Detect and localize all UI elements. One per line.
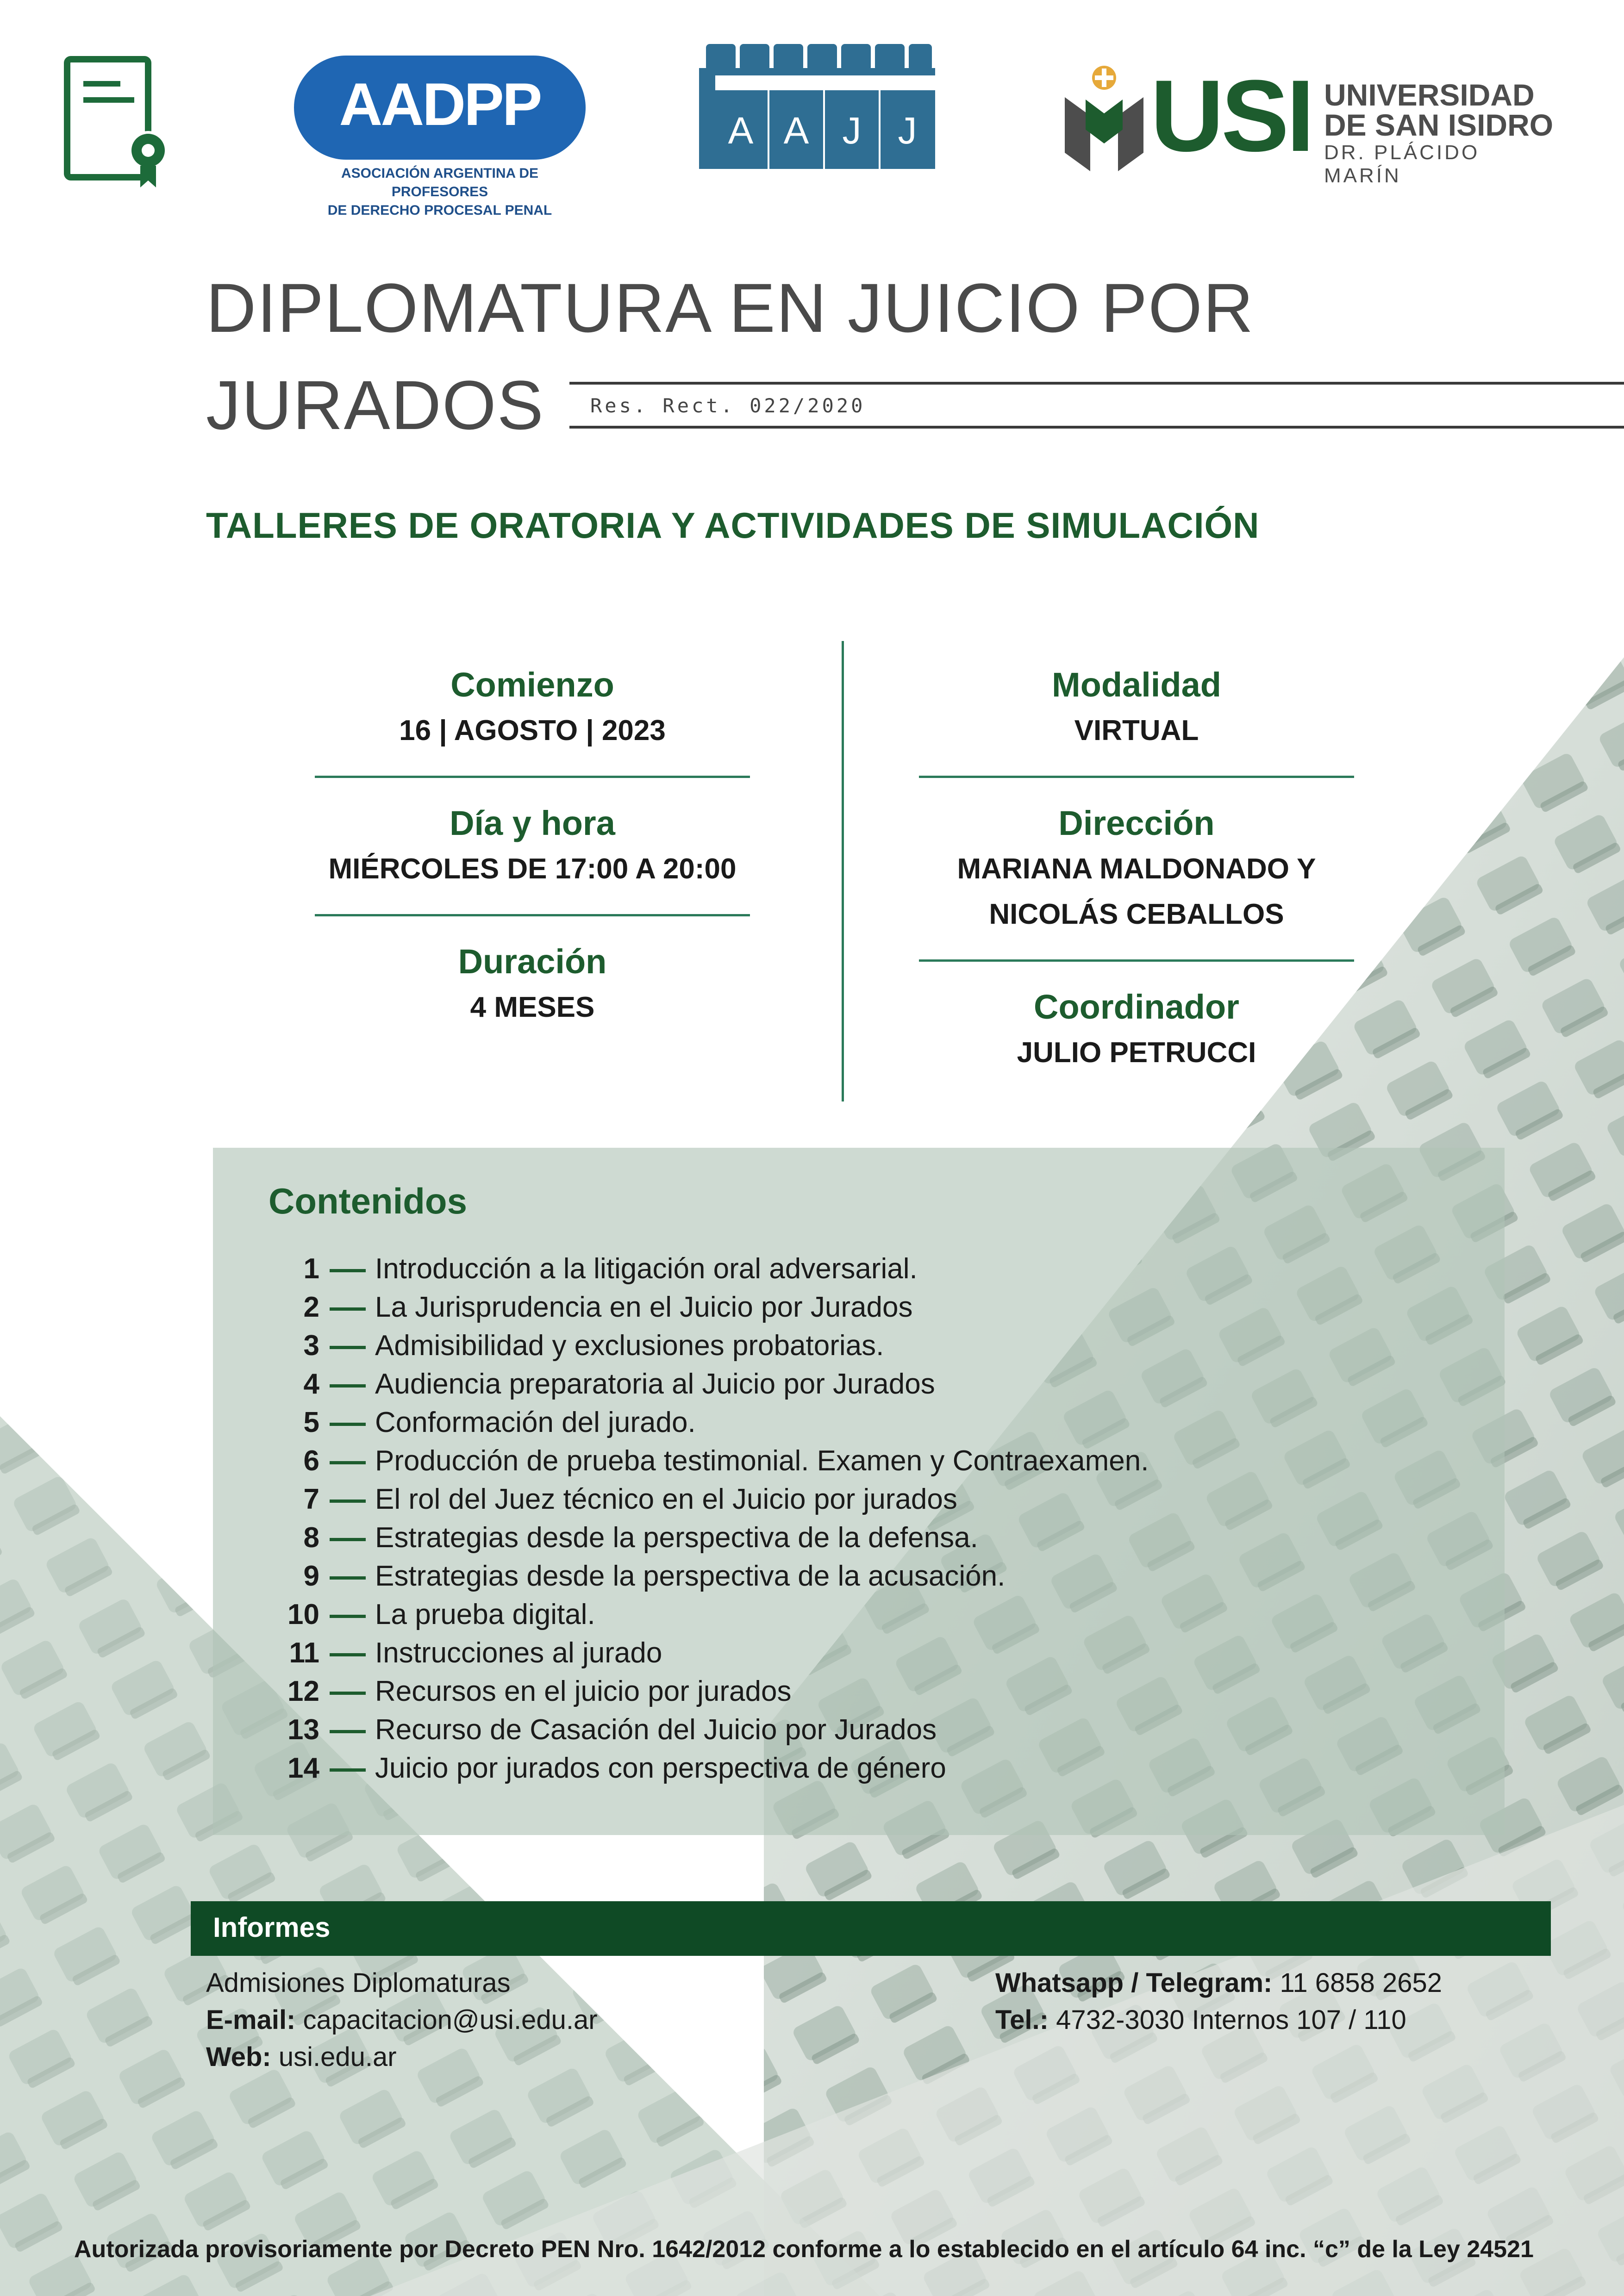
- contact-left: [206, 1965, 598, 2076]
- usi-logo: [1065, 59, 1565, 187]
- footer-legal-text: Autorizada provisoriamente por Decreto PEN Nro. 1642/2012 conforme a lo establecido en el artículo 64 inc. “c” de la Ley 24521: [74, 2236, 1534, 2263]
- informes-bar: [191, 1901, 1551, 1956]
- subtitle: TALLERES DE ORATORIA Y ACTIVIDADES DE SIMULACIÓN: [206, 505, 1260, 546]
- resolution-number: Res. Rect. 022/2020: [590, 394, 866, 417]
- contents-item-text: Audiencia preparatoria al Juicio por Jurados: [375, 1368, 935, 1400]
- contents-item-number: 6: [303, 1445, 319, 1477]
- contents-item: [259, 1403, 1149, 1442]
- detail-modality: [891, 662, 1382, 753]
- contents-item-number: 9: [303, 1560, 319, 1592]
- detail-modality-label: Modalidad: [1052, 666, 1221, 704]
- contents-item: [259, 1595, 1149, 1634]
- contents-item: [259, 1365, 1149, 1403]
- detail-modality-value: VIRTUAL: [1074, 715, 1199, 747]
- contents-item-number: 5: [303, 1406, 319, 1438]
- detail-coordinator-label: Coordinador: [1034, 988, 1239, 1026]
- detail-direction-label: Dirección: [1058, 804, 1215, 842]
- web-link[interactable]: usi.edu.ar: [278, 2042, 397, 2072]
- contents-list: [259, 1250, 1149, 1787]
- contents-item: [259, 1557, 1149, 1595]
- email-label: E-mail:: [206, 2005, 296, 2035]
- contents-item-number: 2: [303, 1291, 319, 1323]
- contents-item-text: Recursos en el juicio por jurados: [375, 1675, 792, 1707]
- contents-item: [259, 1250, 1149, 1288]
- email-line: [206, 2002, 598, 2039]
- details-divider: [919, 959, 1354, 962]
- aajj-logo: [699, 44, 935, 169]
- detail-start-value: 16 | AGOSTO | 2023: [399, 715, 666, 747]
- usi-name-line1: UNIVERSIDAD: [1324, 78, 1535, 112]
- contents-item-number: 10: [287, 1599, 319, 1630]
- whatsapp-number[interactable]: 11 6858 2652: [1280, 1968, 1442, 1998]
- contents-item: [259, 1442, 1149, 1480]
- contents-item-number: 3: [303, 1330, 319, 1362]
- detail-coordinator-value: JULIO PETRUCCI: [1017, 1037, 1256, 1069]
- dash-icon: [330, 1269, 366, 1272]
- contents-item-text: Introducción a la litigación oral adversarial.: [375, 1253, 918, 1285]
- contents-item: [259, 1711, 1149, 1749]
- contents-item-number: 13: [287, 1714, 319, 1746]
- tel-number[interactable]: 4732-3030 Internos 107 / 110: [1056, 2005, 1406, 2035]
- aajj-letter-3: J: [842, 110, 862, 152]
- dash-icon: [330, 1500, 366, 1503]
- contents-item: [259, 1749, 1149, 1787]
- contents-item-text: Producción de prueba testimonial. Examen y Contraexamen.: [375, 1445, 1149, 1477]
- dash-icon: [330, 1423, 366, 1426]
- dash-icon: [330, 1768, 366, 1772]
- contents-item-number: 11: [289, 1637, 319, 1669]
- dash-icon: [330, 1346, 366, 1349]
- aadpp-acronym: AADPP: [339, 70, 541, 138]
- aajj-letter-4: J: [898, 110, 917, 152]
- detail-schedule-label: Día y hora: [450, 804, 615, 842]
- contact-right: [995, 1965, 1442, 2039]
- detail-direction-value-line2: NICOLÁS CEBALLOS: [989, 898, 1284, 930]
- contents-item-text: Admisibilidad y exclusiones probatorias.: [375, 1330, 884, 1362]
- contents-item-number: 14: [287, 1752, 319, 1784]
- contents-item: [259, 1672, 1149, 1711]
- web-line: [206, 2039, 598, 2076]
- detail-duration-value: 4 MESES: [470, 991, 595, 1023]
- contents-item-text: La prueba digital.: [375, 1599, 595, 1630]
- aadpp-caption-line1: ASOCIACIÓN ARGENTINA DE PROFESORES: [341, 166, 539, 199]
- detail-direction-value-line1: MARIANA MALDONADO Y: [957, 853, 1316, 885]
- detail-direction: [891, 800, 1382, 937]
- dash-icon: [330, 1692, 366, 1695]
- detail-duration-label: Duración: [458, 942, 607, 981]
- detail-schedule: [287, 800, 778, 892]
- details-divider: [315, 776, 750, 778]
- contents-item-text: Recurso de Casación del Juicio por Jurados: [375, 1714, 937, 1746]
- contents-item: [259, 1480, 1149, 1518]
- contents-item: [259, 1288, 1149, 1326]
- detail-start-label: Comienzo: [450, 666, 614, 704]
- admissions-text: Admisiones Diplomaturas: [206, 1968, 511, 1998]
- informes-label: Informes: [213, 1912, 331, 1943]
- certificate-icon: [62, 56, 169, 190]
- usi-name-line3: DR. PLÁCIDO MARÍN: [1324, 141, 1480, 187]
- contents-item-text: Estrategias desde la perspectiva de la acusación.: [375, 1560, 1006, 1592]
- detail-schedule-value: MIÉRCOLES DE 17:00 A 20:00: [328, 853, 737, 885]
- aajj-letter-1: A: [728, 110, 754, 152]
- contents-item-text: Conformación del jurado.: [375, 1406, 696, 1438]
- details-divider: [315, 914, 750, 916]
- contents-item: [259, 1634, 1149, 1672]
- page-title: [206, 259, 1549, 454]
- dash-icon: [330, 1576, 366, 1580]
- contents-item-number: 4: [303, 1368, 319, 1400]
- contents-item: [259, 1326, 1149, 1365]
- resolution-rule-top: [569, 382, 1624, 385]
- usi-wordmark: USI: [1150, 59, 1312, 173]
- whatsapp-line: [995, 1965, 1442, 2002]
- contents-item-text: Estrategias desde la perspectiva de la defensa.: [375, 1522, 978, 1554]
- whatsapp-label: Whatsapp / Telegram:: [995, 1968, 1273, 1998]
- contents-item: [259, 1518, 1149, 1557]
- aadpp-logo: [294, 56, 586, 218]
- details-right-column: [891, 662, 1382, 1076]
- web-label: Web:: [206, 2042, 271, 2072]
- detail-coordinator: [891, 984, 1382, 1076]
- contents-item-number: 8: [303, 1522, 319, 1554]
- dash-icon: [330, 1307, 366, 1311]
- aadpp-caption-line2: DE DERECHO PROCESAL PENAL: [327, 203, 552, 218]
- details-left-column: [287, 662, 778, 1030]
- dash-icon: [330, 1538, 366, 1541]
- dash-icon: [330, 1653, 366, 1656]
- dash-icon: [330, 1615, 366, 1618]
- email-link[interactable]: capacitacion@usi.edu.ar: [303, 2005, 598, 2035]
- details-divider: [919, 776, 1354, 778]
- resolution-rule-bottom: [569, 426, 1624, 429]
- usi-name-line2: DE SAN ISIDRO: [1324, 108, 1554, 142]
- contents-item-number: 12: [287, 1675, 319, 1707]
- dash-icon: [330, 1461, 366, 1464]
- contents-item-text: Instrucciones al jurado: [375, 1637, 662, 1669]
- aadpp-caption: [294, 164, 586, 220]
- details-vertical-divider: [842, 641, 844, 1101]
- tel-line: [995, 2002, 1442, 2039]
- contents-title: Contenidos: [269, 1181, 467, 1221]
- tel-label: Tel.:: [995, 2005, 1049, 2035]
- detail-start: [287, 662, 778, 753]
- contents-item-text: Juicio por jurados con perspectiva de género: [375, 1752, 946, 1784]
- title-line1: DIPLOMATURA EN JUICIO POR: [206, 269, 1255, 347]
- title-line2: JURADOS: [206, 366, 544, 444]
- contents-item-number: 1: [303, 1253, 319, 1285]
- contents-item-text: El rol del Juez técnico en el Juicio por jurados: [375, 1483, 957, 1515]
- aajj-letter-2: A: [783, 110, 809, 152]
- detail-duration: [287, 939, 778, 1030]
- usi-emblem-icon: [1065, 65, 1143, 171]
- dash-icon: [330, 1384, 366, 1388]
- contents-item-text: La Jurisprudencia en el Juicio por Jurados: [375, 1291, 913, 1323]
- contents-item-number: 7: [303, 1483, 319, 1515]
- dash-icon: [330, 1730, 366, 1733]
